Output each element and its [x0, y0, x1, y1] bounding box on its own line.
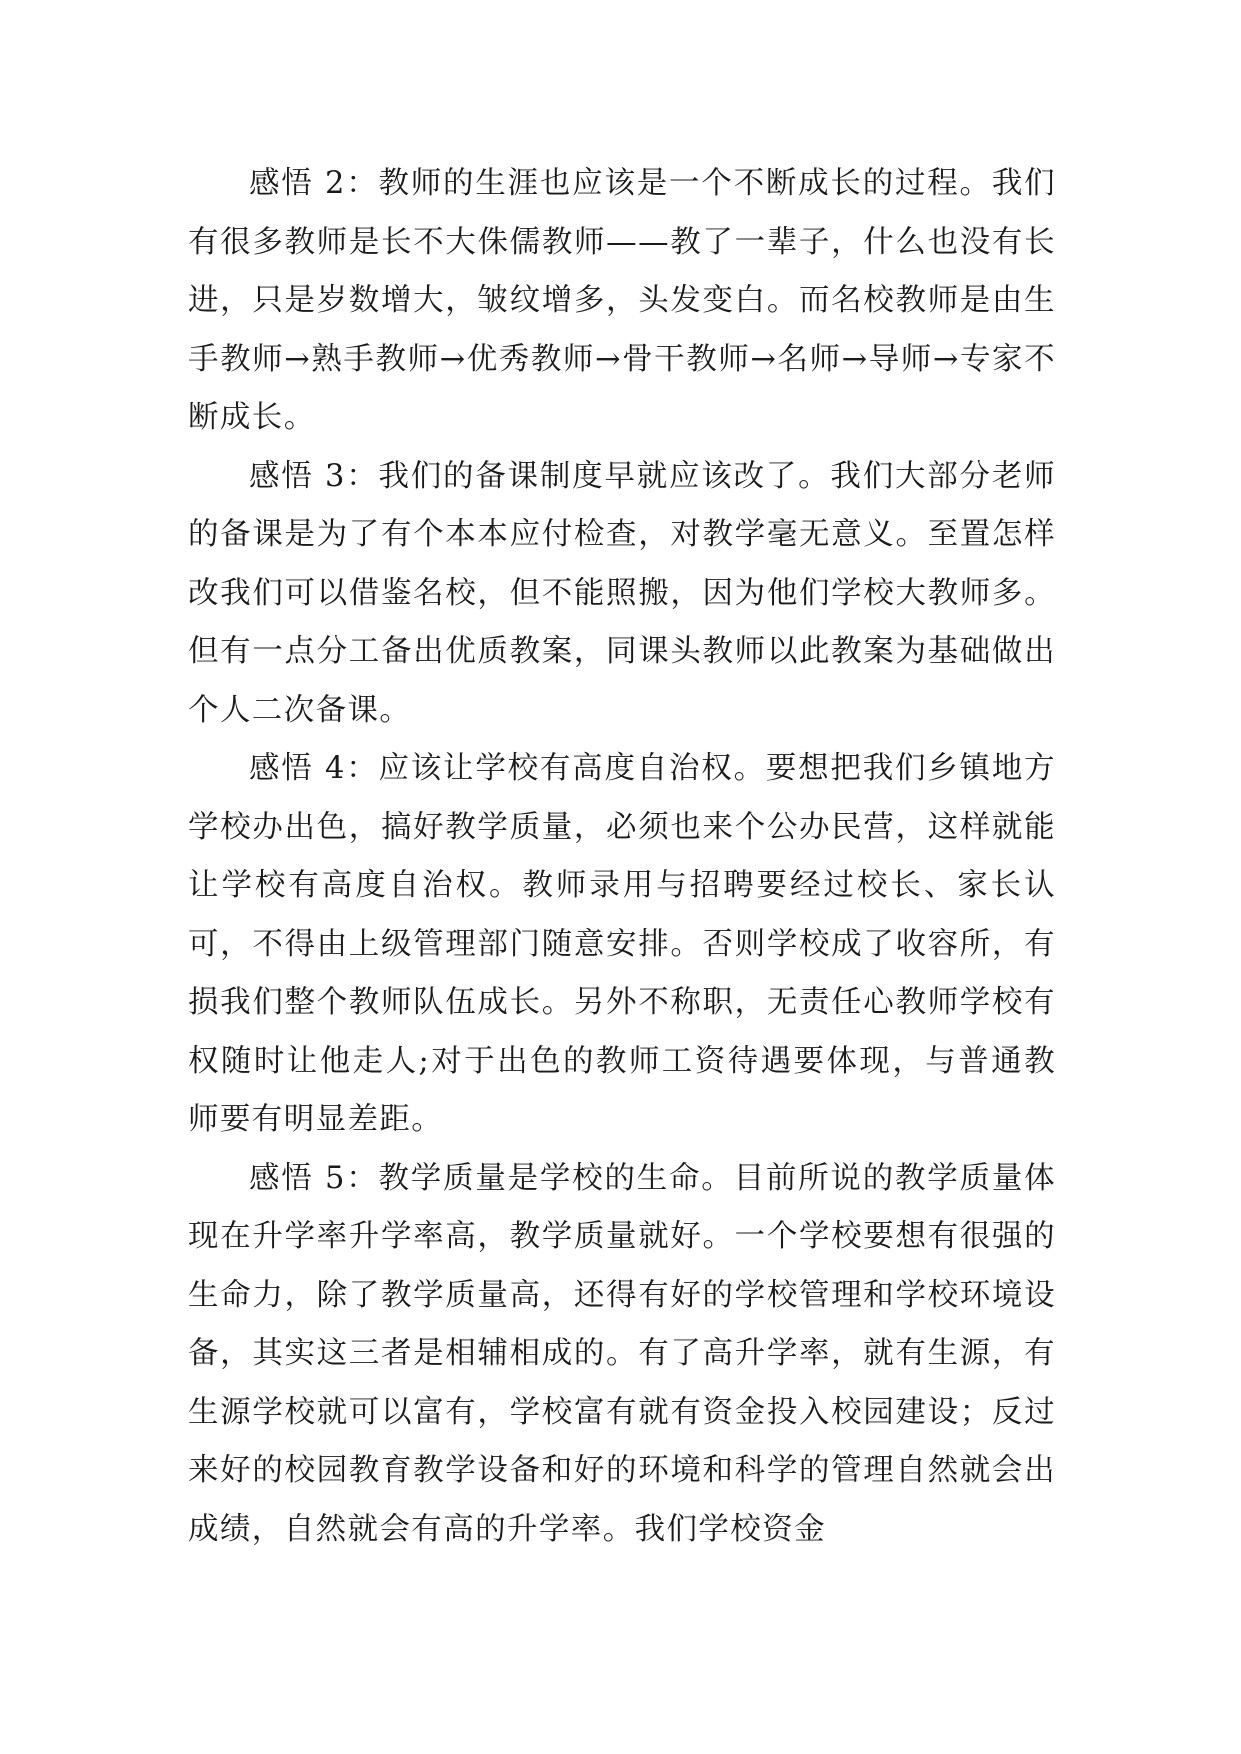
paragraph-insight-3: 感悟 3：我们的备课制度早就应该改了。我们大部分老师的备课是为了有个本本应付检查，对教学毫无意义。至置怎样改我们可以借鉴名校，但不能照搬，因为他们学校大教师多。但有一点分工备出优质教案，同课头教师以此教案为基础做出个人二次备课。 — [188, 458, 1056, 728]
document-body — [188, 155, 1056, 1559]
paragraph-insight-4: 感悟 4：应该让学校有高度自治权。要想把我们乡镇地方学校办出色，搞好教学质量，必须也来个公办民营，这样就能让学校有高度自治权。教师录用与招聘要经过校长、家长认可，不得由上级管理部门随意安排。否则学校成了收容所，有损我们整个教师队伍成长。另外不称职，无责任心教师学校有权随时让他走人;对于出色的教师工资待遇要体现，与普通教师要有明显差距。 — [188, 751, 1056, 1137]
paragraph-insight-5: 感悟 5：教学质量是学校的生命。目前所说的教学质量体现在升学率升学率高，教学质量就好。一个学校要想有很强的生命力，除了教学质量高，还得有好的学校管理和学校环境设备，其实这三者是相辅相成的。有了高升学率，就有生源，有生源学校就可以富有，学校富有就有资金投入校园建设；反过来好的校园教育教学设备和好的环境和科学的管理自然就会出成绩，自然就会有高的升学率。我们学校资金 — [188, 1160, 1056, 1547]
paragraph-insight-2: 感悟 2：教师的生涯也应该是一个不断成长的过程。我们有很多教师是长不大侏儒教师——教了一辈子，什么也没有长进，只是岁数增大，皱纹增多，头发变白。而名校教师是由生手教师→熟手教师→优秀教师→骨干教师→名师→导师→专家不断成长。 — [188, 166, 1056, 435]
